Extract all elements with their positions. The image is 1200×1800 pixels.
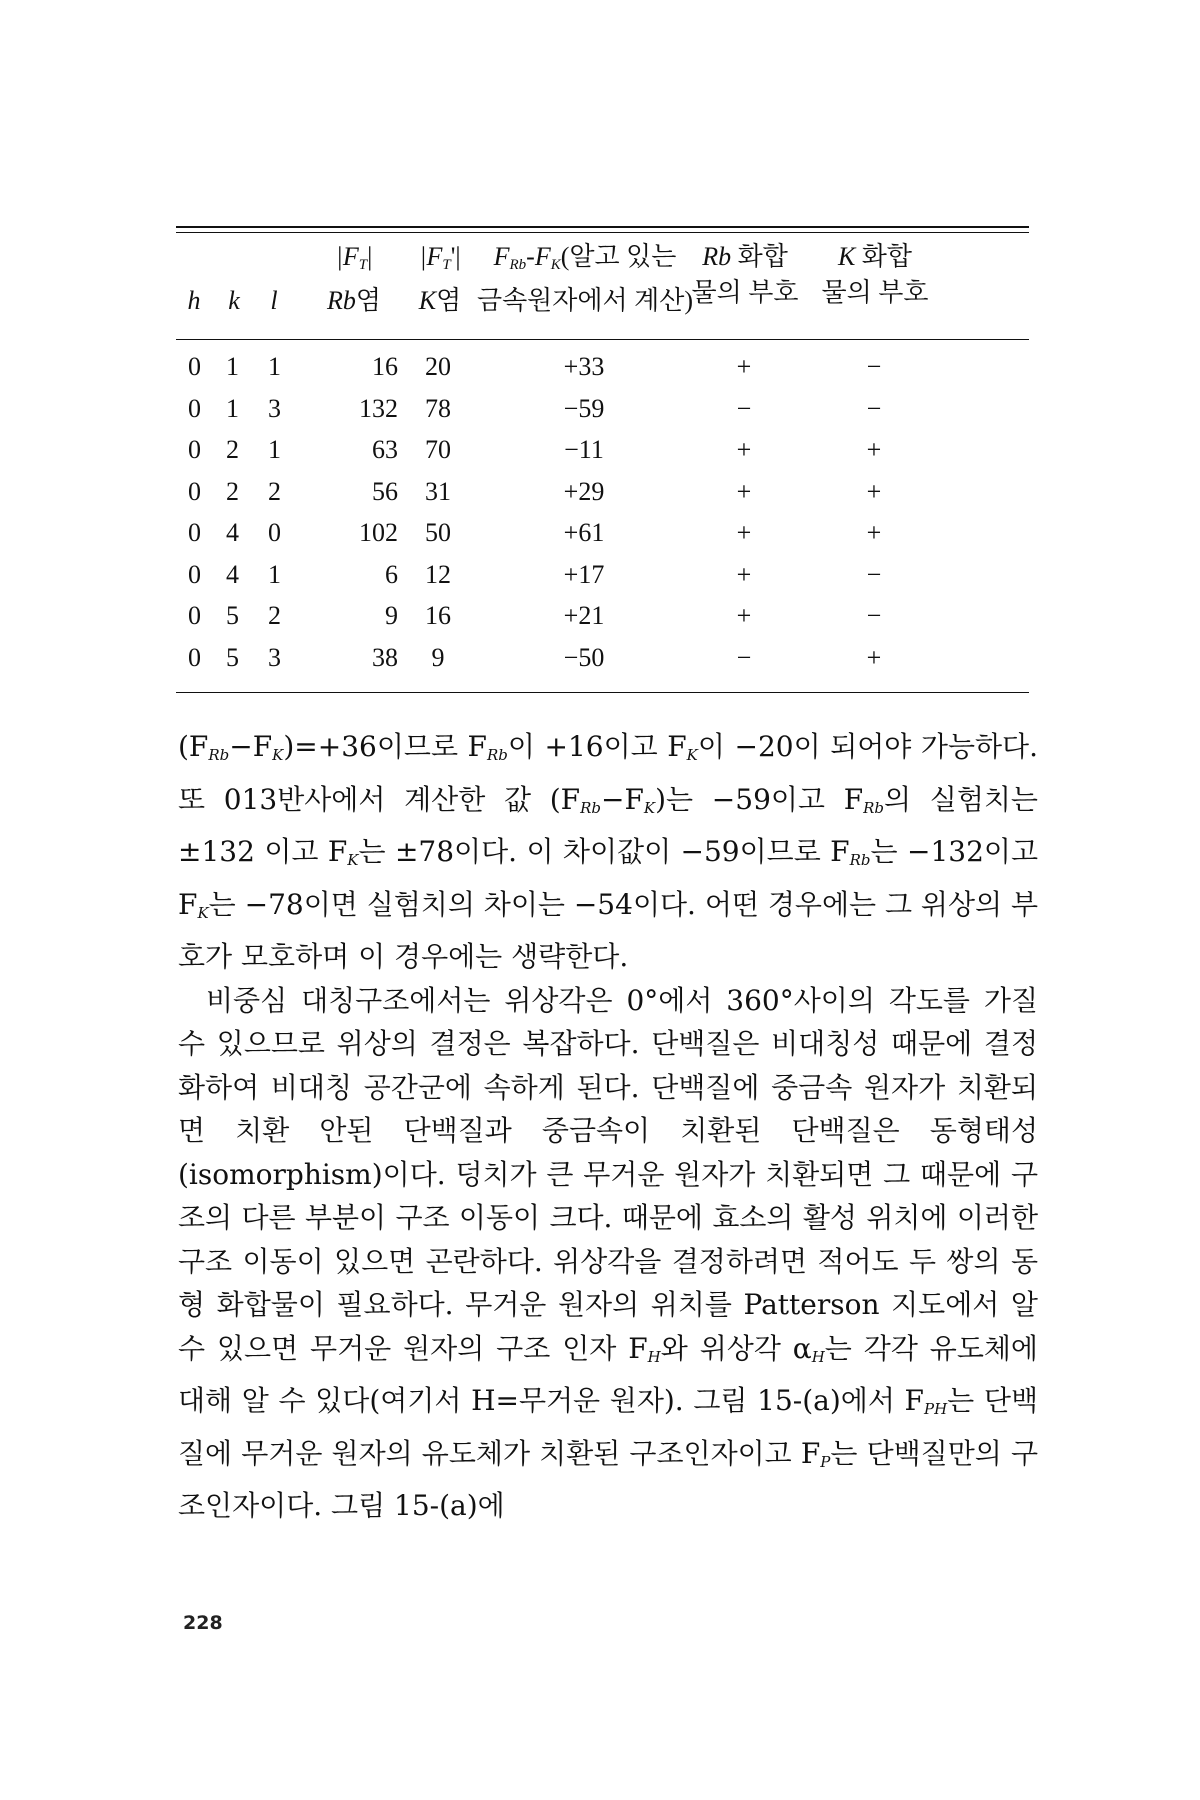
header-ft-sub: T	[358, 257, 368, 273]
header-diff-line2: 금속원자에서 계산)	[476, 286, 694, 315]
header-diff-dash: -	[526, 242, 535, 271]
cell-k-sign: −	[866, 559, 882, 589]
cell-l: 1	[268, 559, 281, 589]
text-run: 비중심 대칭구조에서는 위상각은 0°에서 360°사이의 각도를 가질 수 있으므로 위상의 결정은 복잡하다. 단백질은 비대칭성 때문에 결정화하여 비대칭 공간군에 속하게 된다. 단백질에 중금속 원자가 치환되면 치환 안된 단백질과 중금속이 치환된 단백질은 동형태성 (isomorphism)이다. 덩치가 큰 무거운 원자가 치환되면 그 때문에 구조의 다른 부분이 구조 이동이 크다. 때문에 효소의 활성 위치에 이러한 구조 이동이 있으면 곤란하다. 위상각을 결정하려면 적어도 두 쌍의 동형 화합물이 필요하다. 무거운 원자의 위치를 Patterson 지도에서 알 수 있으면 무거운 원자의 구조 인자 F	[178, 983, 1038, 1365]
text-run: 는 단백질에 무거운 원자의 유도체가 치환된 구조인자이고 F	[178, 1384, 1038, 1470]
header-ftp-line1	[400, 239, 480, 283]
header-ftp-bar: '|	[450, 242, 461, 271]
cell-l: 3	[268, 642, 281, 672]
header-diff-f2: F	[534, 242, 551, 271]
table-row	[176, 554, 1029, 596]
cell-k-sign: −	[866, 352, 882, 381]
cell-diff: +29	[563, 476, 605, 506]
cell-rb-sign: −	[736, 642, 752, 672]
cell-ft: 9	[385, 601, 398, 630]
table-row	[176, 346, 1029, 388]
cell-k: 2	[226, 435, 239, 464]
header-rb-line1	[686, 239, 804, 275]
cell-ft: 16	[372, 352, 398, 381]
cell-ftp: 70	[425, 435, 451, 464]
cell-ftp: 16	[425, 601, 451, 630]
header-ft-rb: Rb	[326, 286, 356, 315]
header-ft-bar: |	[367, 242, 373, 271]
cell-k-sign: +	[866, 476, 882, 506]
header-ft-salt: 염	[355, 286, 381, 315]
subscript: Rb	[208, 746, 230, 764]
cell-diff: +61	[563, 518, 605, 547]
header-k-sign	[816, 239, 934, 311]
text-run: )는 −59이고 F	[655, 782, 864, 816]
text-run: 이 +16이고 F	[507, 730, 687, 763]
cell-diff: −50	[563, 642, 605, 672]
cell-l: 1	[268, 435, 281, 464]
cell-h: 0	[188, 393, 201, 423]
text-run: (F	[178, 730, 209, 763]
cell-h: 0	[188, 642, 201, 672]
cell-h: 0	[188, 518, 201, 547]
subscript: PH	[923, 1400, 948, 1418]
text-run: 와 위상각 α	[660, 1331, 812, 1365]
cell-rb-sign: +	[736, 352, 752, 381]
header-rb-sign	[686, 239, 804, 311]
cell-diff: +33	[563, 352, 605, 381]
header-k-symbol: K	[837, 242, 856, 271]
header-ftp-sub: T	[442, 257, 451, 273]
header-diff-f1: F	[493, 242, 510, 271]
cell-k: 2	[226, 476, 239, 506]
cell-k-sign: −	[866, 393, 882, 423]
cell-ftp: 20	[425, 352, 451, 381]
cell-k: 1	[226, 352, 239, 381]
cell-l: 2	[268, 476, 281, 506]
subscript: K	[686, 746, 698, 764]
header-diff-note: (알고 있는	[560, 242, 677, 271]
table-body	[176, 340, 1029, 678]
table-row	[176, 429, 1029, 471]
header-rb-line2: 물의 부호	[691, 278, 799, 307]
text-run: −F	[601, 782, 644, 816]
cell-ftp: 31	[425, 476, 451, 506]
paragraph-1	[178, 725, 1038, 979]
text-run: 의 실험치는 ±132 이고 F	[178, 782, 1038, 868]
cell-k-sign: +	[866, 435, 882, 464]
cell-k: 1	[226, 393, 239, 423]
text-run: 는 −78이면 실험치의 차이는 −54이다. 어떤 경우에는 그 위상의 부호가 모호하며 이 경우에는 생략한다.	[178, 887, 1038, 973]
subscript: K	[197, 903, 209, 922]
cell-ft: 38	[372, 642, 398, 672]
cell-l: 1	[268, 352, 281, 381]
cell-rb-sign: +	[736, 435, 752, 464]
subscript: Rb	[580, 798, 601, 817]
cell-h: 0	[188, 352, 201, 381]
text-run: 는 각각 유도체에 대해 알 수 있다(여기서 H=무거운 원자). 그림 15-(a)에서 F	[178, 1331, 1038, 1417]
cell-ft: 132	[359, 393, 398, 423]
subscript: H	[647, 1347, 661, 1366]
header-ft	[304, 239, 404, 319]
cell-h: 0	[188, 601, 201, 630]
cell-ftp: 9	[431, 642, 445, 672]
cell-rb-sign: +	[736, 518, 752, 547]
header-k: k	[228, 286, 240, 315]
table-top-rule	[176, 226, 1029, 233]
cell-k: 4	[226, 518, 239, 547]
header-ft-line2	[304, 283, 404, 319]
header-diff-sub2: K	[550, 257, 561, 273]
cell-k: 5	[226, 601, 239, 630]
text-run: 이 −20이 되어야 가능하다. 또 013반사에서 계산한 값 (F	[178, 730, 1038, 816]
cell-k: 4	[226, 559, 239, 589]
cell-rb-sign: +	[736, 476, 752, 506]
cell-ft: 56	[372, 476, 398, 506]
page-number: 228	[183, 1612, 223, 1634]
header-ftp-symbol: |F	[419, 242, 443, 271]
header-k-line2: 물의 부호	[821, 278, 929, 307]
paragraph-2	[178, 979, 1038, 1528]
cell-diff: +17	[563, 559, 605, 589]
table-row	[176, 595, 1029, 637]
cell-k-sign: −	[866, 601, 882, 630]
header-ftp	[400, 239, 480, 319]
cell-l: 0	[268, 518, 281, 547]
header-diff-line1	[476, 239, 694, 283]
cell-h: 0	[188, 476, 201, 506]
cell-h: 0	[188, 559, 201, 589]
table-bottom-rule	[176, 692, 1029, 693]
table-header	[176, 233, 1029, 329]
header-diff	[476, 239, 694, 319]
subscript: Rb	[863, 798, 885, 817]
cell-diff: +21	[563, 601, 605, 630]
header-l: l	[270, 286, 278, 315]
header-ftp-salt: 염	[436, 286, 462, 315]
table-row	[176, 512, 1029, 554]
header-diff-sub1: Rb	[509, 257, 527, 273]
cell-ft: 6	[385, 559, 398, 589]
cell-rb-sign: +	[736, 559, 752, 589]
cell-ftp: 78	[425, 393, 451, 423]
text-run: )=+36이므로 F	[283, 730, 487, 763]
cell-ft: 102	[359, 518, 398, 547]
subscript: K	[347, 851, 359, 869]
body-text	[178, 725, 1038, 1528]
subscript: P	[820, 1452, 831, 1471]
header-k-line1	[816, 239, 934, 275]
cell-k: 5	[226, 642, 239, 672]
header-ftp-k: K	[418, 286, 437, 315]
subscript: H	[811, 1347, 825, 1366]
text-run: 는 ±78이다. 이 차이값이 −59이므로 F	[358, 835, 850, 868]
cell-k-sign: +	[866, 642, 882, 672]
text-run: 는 단백질만의 구조인자이다. 그림 15-(a)에	[178, 1436, 1039, 1522]
subscript: K	[272, 746, 284, 764]
header-ftp-line2	[400, 283, 480, 319]
header-rb-symbol: Rb	[702, 242, 732, 271]
subscript: K	[643, 798, 656, 817]
cell-rb-sign: +	[736, 601, 752, 630]
table-row	[176, 637, 1029, 679]
cell-h: 0	[188, 435, 201, 464]
header-rb-compound: 화합	[731, 242, 788, 271]
text-run: 는 −132이고 F	[178, 835, 1038, 921]
header-ft-line1	[304, 239, 404, 283]
cell-diff: −59	[563, 393, 605, 423]
table-row	[176, 471, 1029, 513]
cell-ft: 63	[372, 435, 398, 464]
table-row	[176, 388, 1029, 430]
subscript: Rb	[849, 851, 871, 869]
text-run: −F	[229, 730, 273, 763]
cell-ftp: 50	[425, 518, 451, 547]
cell-l: 2	[268, 601, 281, 630]
cell-ftp: 12	[425, 559, 451, 589]
subscript: Rb	[486, 746, 508, 764]
cell-l: 3	[268, 393, 281, 423]
header-h: h	[187, 286, 201, 315]
structure-factor-table	[176, 226, 1029, 693]
cell-k-sign: +	[866, 518, 882, 547]
header-ft-symbol: |F	[335, 242, 359, 271]
header-k-compound: 화합	[855, 242, 913, 271]
cell-rb-sign: −	[736, 393, 752, 423]
cell-diff: −11	[564, 435, 604, 464]
